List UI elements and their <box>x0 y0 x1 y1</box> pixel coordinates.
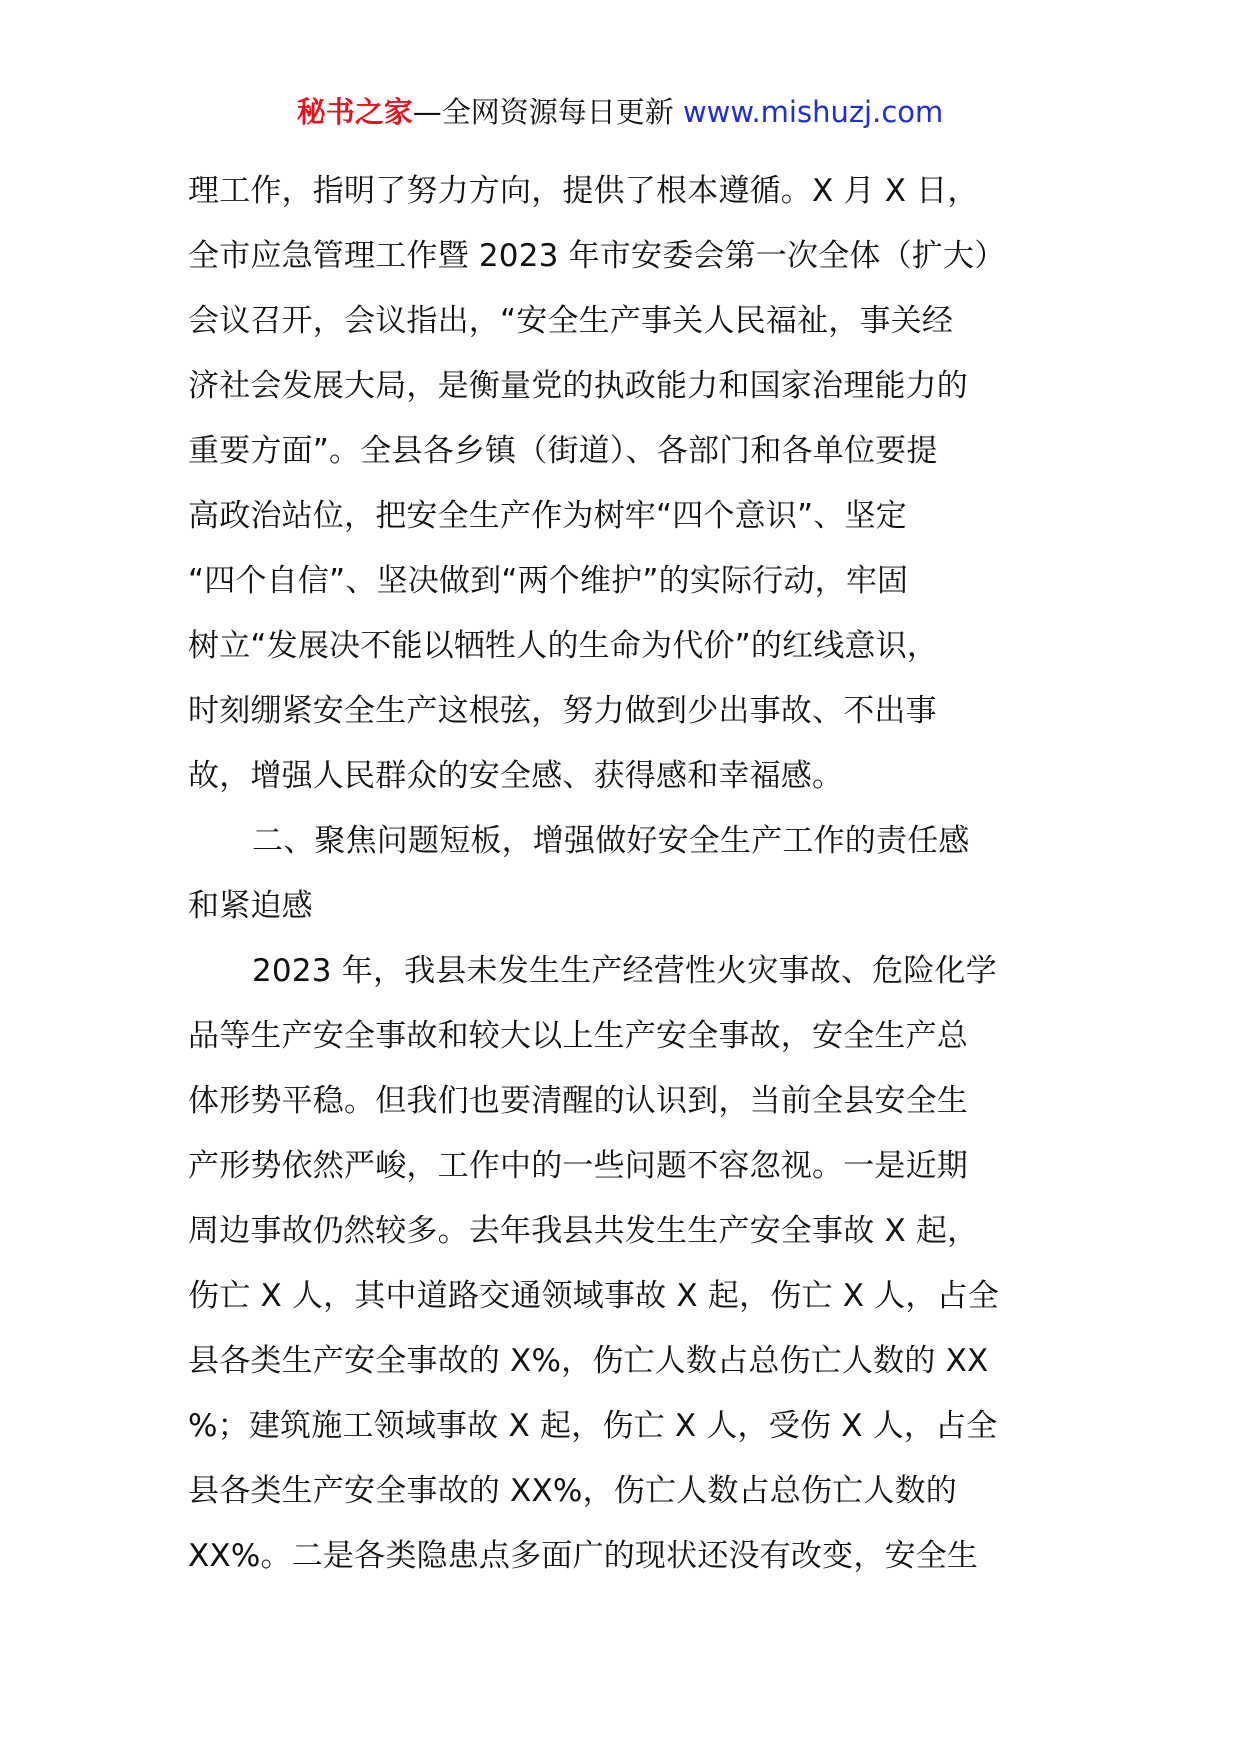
text-line: %；建筑施工领域事故 X 起，伤亡 X 人，受伤 X 人，占全 <box>188 1408 998 1444</box>
text-line: 树立“发展决不能以牺牲人的生命为代价”的红线意识， <box>188 628 939 664</box>
text-line: 周边事故仍然较多。去年我县共发生生产安全事故 X 起， <box>188 1213 979 1249</box>
heading-line: 二、聚焦问题短板，增强做好安全生产工作的责任感 <box>252 823 970 859</box>
paragraph-1 <box>188 159 1060 809</box>
text-line: “四个自信”、坚决做到“两个维护”的实际行动，牢固 <box>188 563 909 599</box>
text-line: 高政治站位，把安全生产作为树牢“四个意识”、坚定 <box>188 498 907 534</box>
text-line: 伤亡 X 人，其中道路交通领域事故 X 起，伤亡 X 人，占全 <box>188 1278 1000 1314</box>
text-line: XX%。二是各类隐患点多面广的现状还没有改变，安全生 <box>188 1538 979 1574</box>
text-line: 体形势平稳。但我们也要清醒的认识到，当前全县安全生 <box>188 1083 968 1119</box>
page-header <box>0 92 1240 132</box>
text-line: 理工作，指明了努力方向，提供了根本遵循。X 月 X 日， <box>188 173 979 209</box>
brand-name: 秘书之家 <box>296 95 413 129</box>
text-line: 全市应急管理工作暨 2023 年市安委会第一次全体（扩大） <box>188 238 1006 274</box>
text-line: 时刻绷紧安全生产这根弦，努力做到少出事故、不出事 <box>188 693 937 729</box>
text-line: 2023 年，我县未发生生产经营性火灾事故、危险化学 <box>252 953 997 989</box>
text-line: 济社会发展大局，是衡量党的执政能力和国家治理能力的 <box>188 368 968 404</box>
header-tagline: —全网资源每日更新 <box>412 95 674 129</box>
text-line: 县各类生产安全事故的 X%，伤亡人数占总伤亡人数的 XX <box>188 1343 989 1379</box>
heading-line: 和紧迫感 <box>188 888 313 924</box>
section-heading-2 <box>188 809 1060 939</box>
text-line: 重要方面”。全县各乡镇（街道）、各部门和各单位要提 <box>188 433 938 469</box>
paragraph-2 <box>188 939 1060 1589</box>
text-line: 故，增强人民群众的安全感、获得感和幸福感。 <box>188 758 844 794</box>
text-line: 县各类生产安全事故的 XX%，伤亡人数占总伤亡人数的 <box>188 1473 957 1509</box>
document-body <box>188 159 1060 1589</box>
text-line: 会议召开，会议指出，“安全生产事关人民福祉，事关经 <box>188 303 954 339</box>
site-url-link[interactable]: www.mishuzj.com <box>682 95 944 129</box>
text-line: 品等生产安全事故和较大以上生产安全事故，安全生产总 <box>188 1018 968 1054</box>
text-line: 产形势依然严峻，工作中的一些问题不容忽视。一是近期 <box>188 1148 968 1184</box>
